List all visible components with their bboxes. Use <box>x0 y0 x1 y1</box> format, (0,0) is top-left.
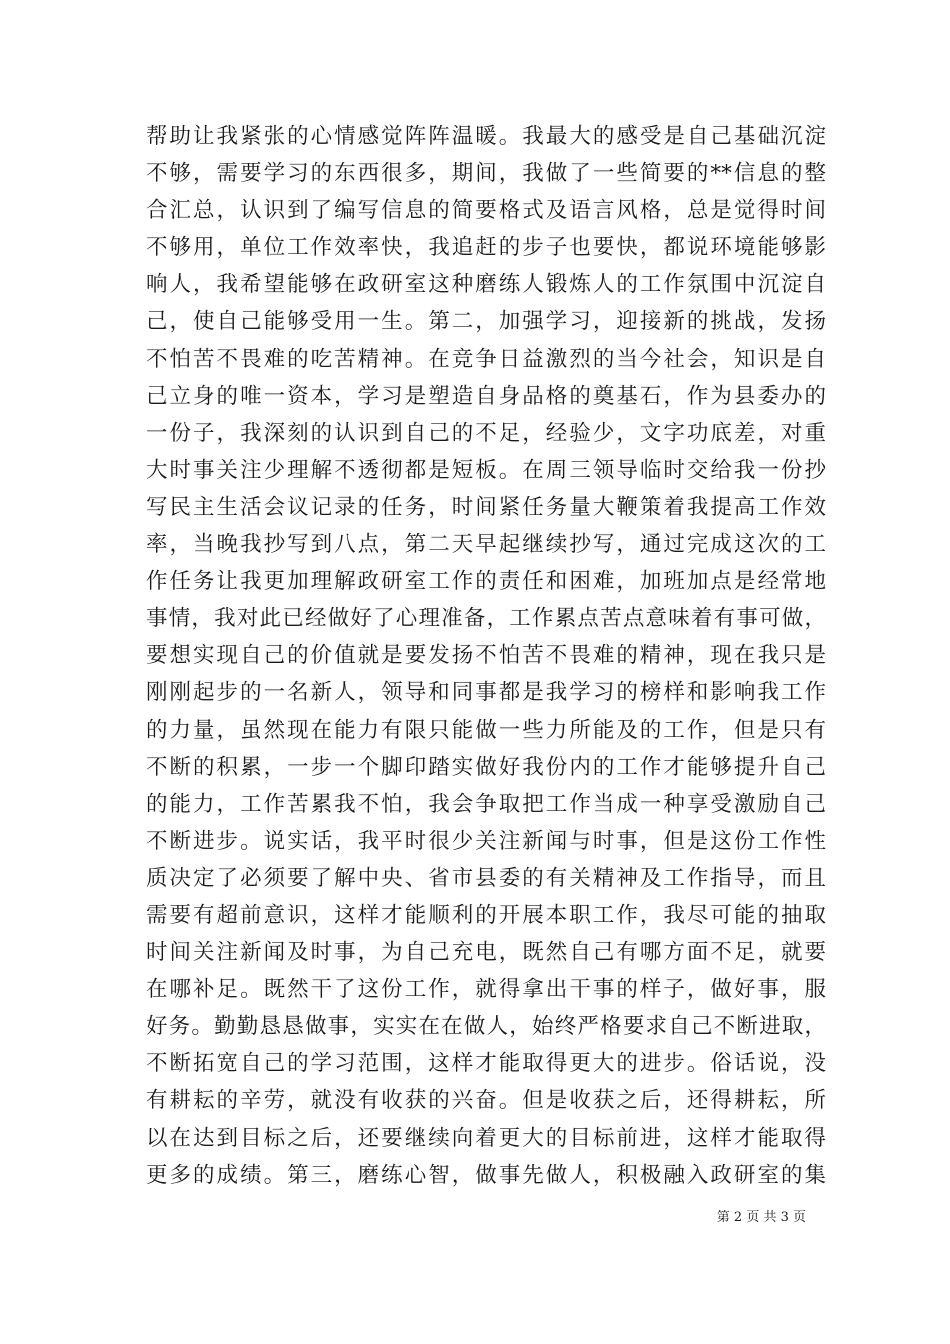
text-line: 帮助让我紧张的心情感觉阵阵温暖。我最大的感受是自己基础沉淀 <box>146 124 826 149</box>
text-line: 要想实现自己的价值就是要发扬不怕苦不畏难的精神，现在我只是 <box>146 643 826 669</box>
body-text <box>146 118 826 1194</box>
text-line: 合汇总，认识到了编写信息的简要格式及语言风格，总是觉得时间 <box>146 198 826 224</box>
text-line: 需要有超前意识，这样才能顺利的开展本职工作，我尽可能的抽取 <box>146 902 826 928</box>
text-line: 率，当晚我抄写到八点，第二天早起继续抄写，通过完成这次的工 <box>146 532 826 558</box>
text-line: 好务。勤勤恳恳做事，实实在在做人，始终严格要求自己不断进取， <box>146 1014 826 1040</box>
text-line: 的力量，虽然现在能力有限只能做一些力所能及的工作，但是只有 <box>146 717 826 743</box>
text-line: 的能力，工作苦累我不怕，我会争取把工作当成一种享受激励自己 <box>146 791 826 817</box>
text-line: 不断的积累，一步一个脚印踏实做好我份内的工作才能够提升自己 <box>146 754 826 780</box>
text-line: 以在达到目标之后，还要继续向着更大的目标前进，这样才能取得 <box>146 1125 826 1151</box>
text-line: 事情，我对此已经做好了心理准备，工作累点苦点意味着有事可做， <box>146 606 826 632</box>
text-line: 一份子，我深刻的认识到自己的不足，经验少，文字功底差，对重 <box>146 420 826 446</box>
text-line: 不断进步。说实话，我平时很少关注新闻与时事，但是这份工作性 <box>146 828 826 854</box>
text-line: 在哪补足。既然干了这份工作，就得拿出干事的样子，做好事，服 <box>146 977 826 1003</box>
text-line: 不怕苦不畏难的吃苦精神。在竞争日益激烈的当今社会，知识是自 <box>146 346 826 372</box>
text-line: 时间关注新闻及时事，为自己充电，既然自己有哪方面不足，就要 <box>146 940 826 966</box>
text-line: 大时事关注少理解不透彻都是短板。在周三领导临时交给我一份抄 <box>146 457 826 483</box>
text-line: 己，使自己能够受用一生。第二，加强学习，迎接新的挑战，发扬 <box>146 309 826 335</box>
text-line: 己立身的唯一资本，学习是塑造自身品格的奠基石，作为县委办的 <box>146 383 826 409</box>
text-line: 有耕耘的辛劳，就没有收获的兴奋。但是收获之后，还得耕耘，所 <box>146 1088 826 1114</box>
text-line: 刚刚起步的一名新人，领导和同事都是我学习的榜样和影响我工作 <box>146 680 826 706</box>
text-line: 写民主生活会议记录的任务，时间紧任务量大鞭策着我提高工作效 <box>146 494 826 520</box>
text-line: 不够，需要学习的东西很多，期间，我做了一些简要的**信息的整 <box>146 161 826 187</box>
text-line: 响人，我希望能够在政研室这种磨练人锻炼人的工作氛围中沉淀自 <box>146 272 826 298</box>
text-line: 不够用，单位工作效率快，我追赶的步子也要快，都说环境能够影 <box>146 235 826 261</box>
page-number: 第 2 页 共 3 页 <box>716 1210 806 1225</box>
text-line: 更多的成绩。第三，磨练心智，做事先做人，积极融入政研室的集 <box>146 1162 826 1188</box>
text-line: 质决定了必须要了解中央、省市县委的有关精神及工作指导，而且 <box>146 865 826 891</box>
text-line: 作任务让我更加理解政研室工作的责任和困难，加班加点是经常地 <box>146 569 826 595</box>
text-line: 不断拓宽自己的学习范围，这样才能取得更大的进步。俗话说，没 <box>146 1051 826 1077</box>
